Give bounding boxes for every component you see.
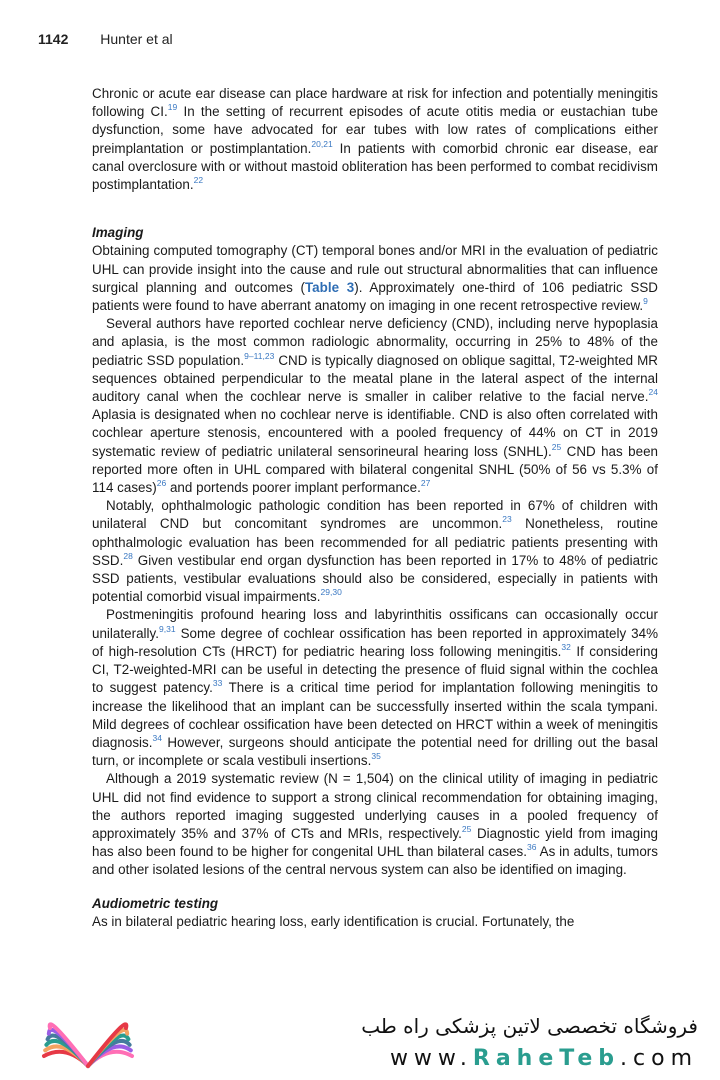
citation-ref[interactable]: 34	[152, 732, 162, 743]
store-url[interactable]	[390, 1046, 698, 1071]
audiometric-paragraphs	[92, 913, 658, 931]
imaging-heading: Imaging	[92, 225, 144, 241]
text-run: Nonetheless, routine ophthalmologic evaluation has been recommended for all pediatric patients presenting with SSD.	[92, 516, 659, 568]
imaging-paragraphs	[92, 242, 658, 879]
body-paragraph	[92, 315, 658, 497]
audiometric-heading: Audiometric testing	[92, 895, 219, 911]
intro-paragraph	[92, 85, 658, 194]
text-run: There is a critical time period for implantation following meningitis to increase the likelihood that an implant can be successfully inserted within the scala tympani. Mild degrees of cochlear ossification have been detected on HRCT within a week of meningitis diagnosis.	[92, 680, 659, 750]
citation-ref[interactable]: 29,30	[320, 587, 342, 598]
citation-ref[interactable]: 25	[551, 441, 562, 452]
citation-ref[interactable]: 25	[461, 823, 472, 834]
text-run: Aplasia is designated when no cochlear nerve is identifiable. CND is also often correlated with cochlear aperture stenosis, encountered with a pooled frequency of 44% on CT in 2019 systematic review of pediatric unilateral sensorineural hearing loss (SNHL).	[92, 407, 658, 459]
running-head: Hunter et al	[100, 31, 173, 47]
text-run: Although a 2019 systematic review (N = 1,504) on the clinical utility of imaging in pediatric UHL did not find evidence to support a strong clinical recommendation for obtaining imaging, the authors reported imaging suggested underlying causes in a pooled frequency of approximately 35% and 37% of CTs and MRIs, respectively.	[92, 771, 658, 841]
body-paragraph	[92, 770, 658, 879]
text-run: ). Approximately one-third of 106 pediatric SSD patients were found to have aberrant anatomy on imaging in one recent retrospective review.	[92, 279, 658, 314]
imaging-section	[92, 224, 658, 879]
citation-ref[interactable]: 28	[123, 550, 133, 561]
article-body	[92, 85, 658, 931]
body-paragraph	[92, 606, 658, 770]
text-run: Given vestibular end organ dysfunction has been reported in 17% to 48% of pediatric SSD patients, vestibular evaluations should also be considered, especially in patients with potential comorbid visual impairments.	[92, 552, 658, 605]
url-suffix: .com	[620, 1046, 698, 1071]
body-paragraph	[92, 913, 658, 931]
url-brand: RaheTeb	[472, 1046, 621, 1071]
text-run: Obtaining computed tomography (CT) temporal bones and/or MRI in the evaluation of pediatric UHL can provide insight into the cause and rule out structural abnormalities that can influence surgical planning and outcomes (	[92, 243, 658, 295]
intro-section	[92, 85, 658, 194]
citation-ref[interactable]: 20,21	[311, 138, 333, 149]
running-header	[38, 31, 173, 47]
citation-ref[interactable]: 23	[502, 514, 512, 525]
text-run: As in bilateral pediatric hearing loss, early identification is crucial. Fortunately, the	[92, 913, 575, 929]
page-fade	[0, 935, 720, 1005]
open-book-rainbow-logo	[38, 1010, 138, 1072]
citation-ref[interactable]: 22	[193, 175, 204, 186]
citation-ref[interactable]: 26	[156, 478, 167, 489]
audiometric-section	[92, 895, 658, 931]
text-run: In the setting of recurrent episodes of acute otitis media or eustachian tube dysfunction, some have advocated for ear tubes with low rates of complications either preimplantation or postimplantation.	[92, 104, 658, 156]
text-run: Several authors have reported cochlear nerve deficiency (CND), including nerve hypoplasia and aplasia, is the most common radiologic abnormality, occurring in 25% to 48% of the pediatric SSD population.	[92, 316, 658, 368]
page-number: 1142	[38, 31, 69, 47]
citation-ref[interactable]: 27	[420, 478, 431, 489]
citation-ref[interactable]: 9	[643, 296, 648, 307]
store-name: فروشگاه تخصصی لاتین پزشکی راه طب	[361, 1014, 698, 1038]
body-paragraph	[92, 497, 658, 606]
citation-ref[interactable]: 19	[167, 102, 178, 113]
citation-ref[interactable]: 32	[561, 641, 571, 652]
text-run: Postmeningitis profound hearing loss and labyrinthitis ossificans can occasionally occur unilaterally.	[92, 607, 658, 641]
table-ref-link[interactable]: Table 3	[304, 279, 355, 295]
citation-ref[interactable]: 35	[371, 751, 381, 762]
text-run: and portends poorer implant performance.	[166, 480, 421, 496]
text-run: However, surgeons should anticipate the potential need for drilling out the basal turn, or incomplete or scala vestibuli insertions.	[92, 734, 658, 769]
citation-ref[interactable]: 9–11,23	[244, 350, 275, 361]
citation-ref[interactable]: 36	[527, 842, 537, 853]
text-run: If considering CI, T2-weighted-MRI can be useful in detecting the presence of fluid signal within the cochlea to suggest patency.	[92, 643, 658, 696]
text-run: In patients with comorbid chronic ear disease, ear canal overclosure with or without mastoid obliteration has been performed to combat recidivism postimplantation.	[92, 140, 659, 193]
body-paragraph	[92, 242, 658, 315]
text-run: CND has been reported more often in UHL compared with bilateral congenital SNHL (50% of 56 vs 5.3% of 114 cases)	[92, 443, 658, 496]
store-banner	[0, 1002, 720, 1080]
text-run: Some degree of cochlear ossification has been reported in approximately 34% of high-resolution CTs (HRCT) for pediatric hearing loss following meningitis.	[92, 625, 658, 659]
url-prefix: www.	[389, 1046, 473, 1071]
text-run: As in adults, tumors and other isolated lesions of the central nervous system can also be identified on imaging.	[92, 844, 658, 878]
citation-ref[interactable]: 24	[648, 387, 658, 398]
text-run: CND is typically diagnosed on oblique sagittal, T2-weighted MR sequences obtained perpendicular to the meatal plane in the lateral aspect of the internal auditory canal when the cochlear nerve is smaller in caliber relative to the facial nerve.	[92, 352, 658, 405]
text-run: Notably, ophthalmologic pathologic condition has been reported in 67% of children with unilateral CND but concomitant syndromes are uncommon.	[92, 498, 658, 532]
text-run: Chronic or acute ear disease can place hardware at risk for infection and potentially meningitis following CI.	[92, 86, 658, 120]
citation-ref[interactable]: 9,31	[159, 623, 176, 634]
text-run: Diagnostic yield from imaging has also been found to be higher for congenital UHL than bilateral cases.	[92, 825, 659, 860]
citation-ref[interactable]: 33	[212, 678, 223, 689]
